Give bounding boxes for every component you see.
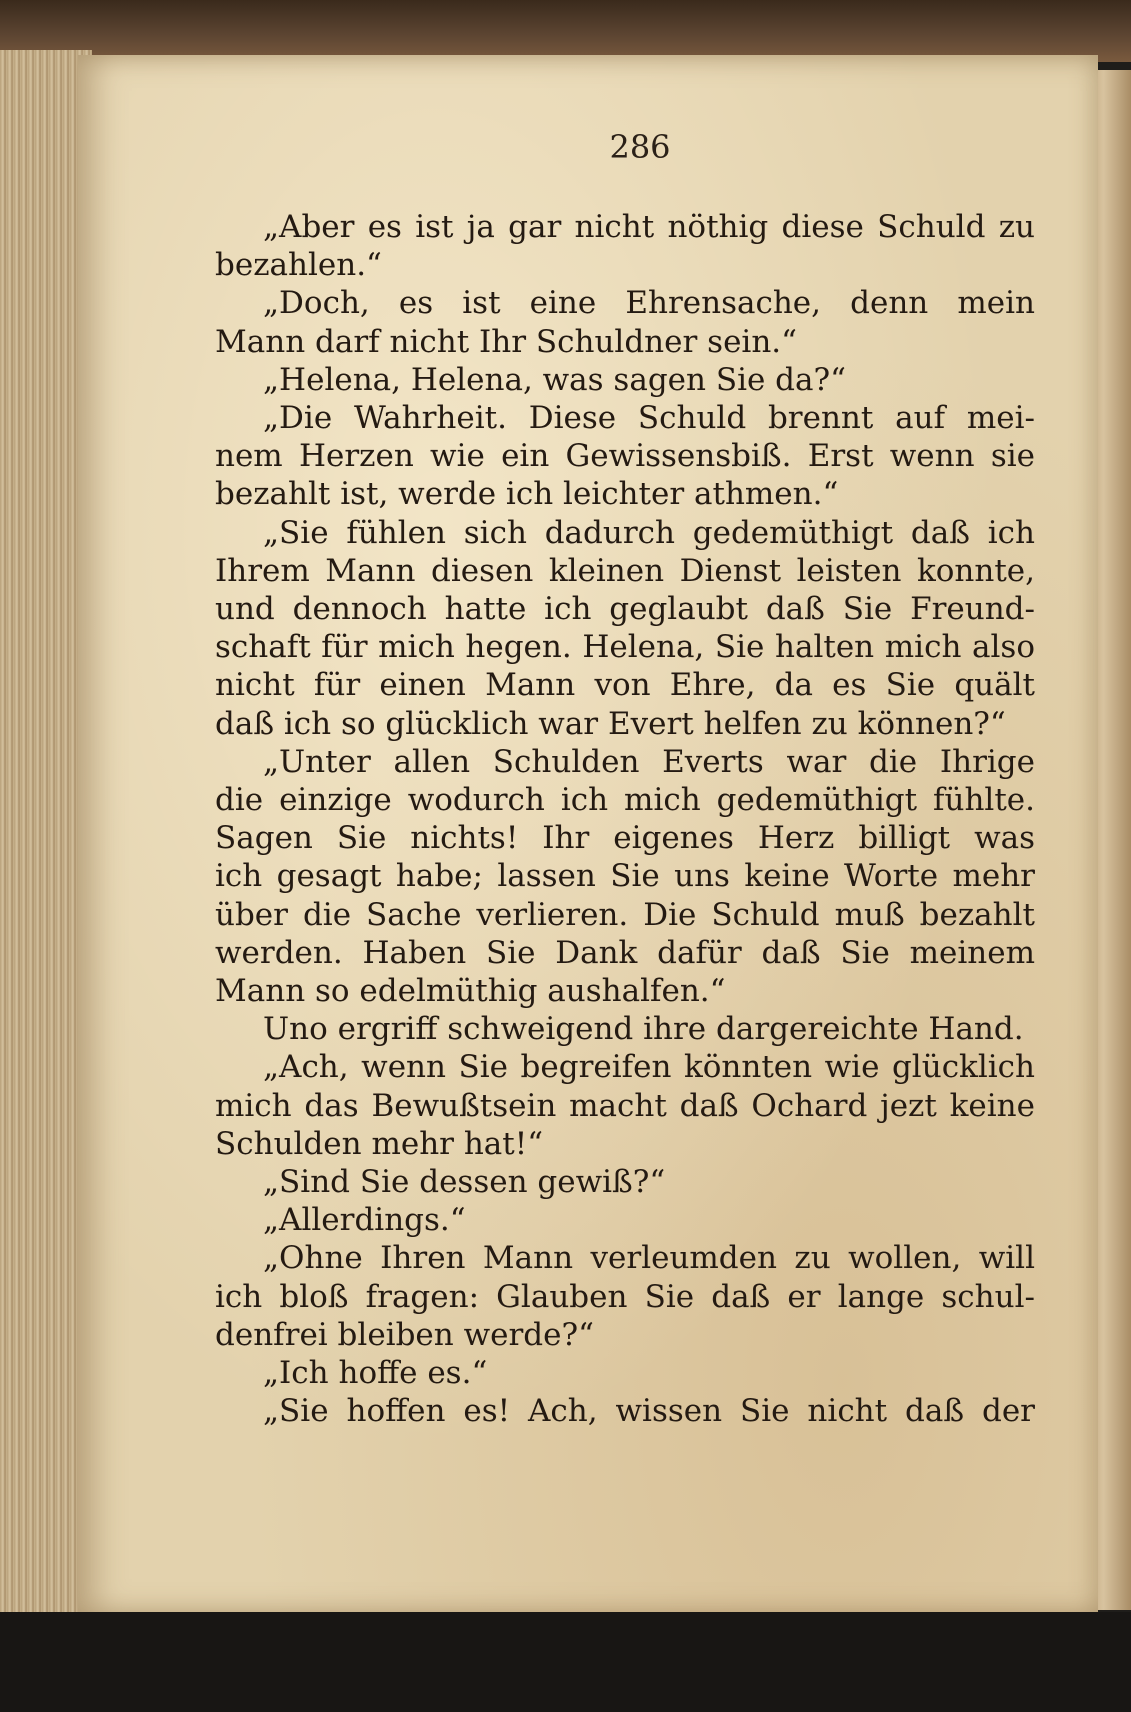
text-line: „Doch, es ist eine Ehrensache, denn mein — [263, 285, 1035, 322]
body-text — [215, 208, 1035, 1431]
text-line: „Unter allen Schulden Everts war die Ihrige — [263, 743, 1035, 780]
text-line: mich das Bewußtsein macht daß Ochard jezt keine — [215, 1087, 1035, 1124]
text-line: „Helena, Helena, was sagen Sie da?“ — [263, 361, 846, 398]
text-line: „Aber es ist ja gar nicht nöthig diese Schuld zu — [263, 209, 1035, 245]
page-number: 286 — [609, 128, 671, 166]
text-line: die einzige wodurch ich mich gedemüthigt fühlte. — [215, 782, 1035, 819]
text-line: über die Sache verlieren. Die Schuld muß bezahlt — [215, 896, 1035, 933]
text-line: ich bloß fragen: Glauben Sie daß er lange schul- — [215, 1278, 1035, 1315]
text-line: Ihrem Mann diesen kleinen Dienst leisten konnte, — [215, 552, 1035, 589]
text-line: „Sie fühlen sich dadurch gedemüthigt daß ich — [263, 514, 1035, 551]
text-line: „Ohne Ihren Mann verleumden zu wollen, will — [263, 1240, 1035, 1277]
text-line: und dennoch hatte ich geglaubt daß Sie Freund- — [215, 591, 1035, 628]
text-line: „Allerdings.“ — [263, 1202, 466, 1239]
text-line: ich gesagt habe; lassen Sie uns keine Worte mehr — [215, 858, 1035, 895]
text-line: daß ich so glücklich war Evert helfen zu können?“ — [215, 705, 1006, 742]
text-line: nicht für einen Mann von Ehre, da es Sie quält — [215, 667, 1035, 704]
text-line: „Sind Sie dessen gewiß?“ — [263, 1164, 666, 1201]
text-line: schaft für mich hegen. Helena, Sie halten mich also — [215, 629, 1035, 666]
text-line: „Ich hoffe es.“ — [263, 1355, 488, 1392]
text-line: bezahlen.“ — [215, 247, 382, 284]
book-cover-bottom — [0, 1612, 1131, 1712]
text-line: Uno ergriff schweigend ihre dargereichte Hand. — [263, 1011, 1024, 1048]
text-line: denfrei bleiben werde?“ — [215, 1316, 594, 1353]
text-line: Mann so edelmüthig aushalfen.“ — [215, 973, 726, 1010]
text-line: werden. Haben Sie Dank dafür daß Sie meinem — [215, 934, 1035, 971]
text-line: Sagen Sie nichts! Ihr eigenes Herz billigt was — [215, 820, 1035, 857]
text-line: Mann darf nicht Ihr Schuldner sein.“ — [215, 323, 797, 360]
text-line: „Ach, wenn Sie begreifen könnten wie glücklich — [263, 1049, 1035, 1086]
text-line: bezahlt ist, werde ich leichter athmen.“ — [215, 476, 839, 513]
book-cover-top — [0, 0, 1131, 62]
text-line: nem Herzen wie ein Gewissensbiß. Erst wenn sie — [215, 438, 1035, 475]
text-line: „Die Wahrheit. Diese Schuld brennt auf mei- — [263, 400, 1035, 437]
text-line: Schulden mehr hat!“ — [215, 1125, 544, 1162]
text-line: „Sie hoffen es! Ach, wissen Sie nicht daß der — [263, 1393, 1035, 1430]
